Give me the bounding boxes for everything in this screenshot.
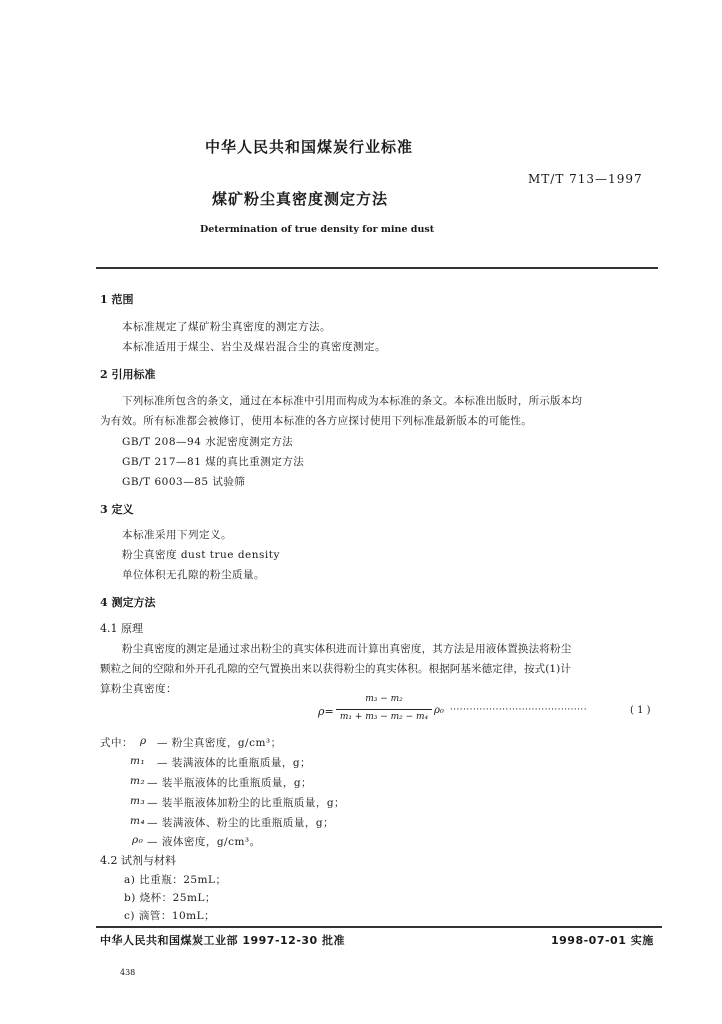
variable-description: — 装半瓶液体的比重瓶质量，g； xyxy=(147,777,313,789)
standard-code: MT/T 713—1997 xyxy=(528,172,643,186)
section-2-heading: 2 引用标准 xyxy=(100,368,156,381)
issuer-line: 中华人民共和国煤炭工业部 1997-12-30 批准 xyxy=(100,934,346,947)
material-item: b) 烧杯：25mL； xyxy=(124,892,216,904)
variable-symbol: m₁ xyxy=(130,755,146,767)
definition-term: 粉尘真密度 dust true density xyxy=(122,549,280,561)
section-1-para-1: 本标准规定了煤矿粉尘真密度的测定方法。 xyxy=(122,321,331,333)
fraction-bar xyxy=(336,709,432,710)
variable-description: — 装满液体、粉尘的比重瓶质量，g； xyxy=(147,817,335,829)
section-2-para-line-2: 为有效。所有标准都会被修订，使用本标准的各方应探讨使用下列标准最新版本的可能性。 xyxy=(100,415,532,427)
definition-text: 单位体积无孔隙的粉尘质量。 xyxy=(122,569,265,581)
reference-item: GB/T 208—94 水泥密度测定方法 xyxy=(122,436,294,448)
formula-leader: ·········································· xyxy=(450,705,587,715)
effective-date: 1998-07-01 实施 xyxy=(551,934,654,947)
variable-description: — 粉尘真密度，g/cm³； xyxy=(157,737,282,749)
section-1-heading: 1 范围 xyxy=(100,293,134,306)
material-item: c) 滴管：10mL； xyxy=(124,910,216,922)
document-title-en: Determination of true density for mine dust xyxy=(200,224,435,235)
material-item: a) 比重瓶：25mL； xyxy=(124,874,227,886)
where-label: 式中： xyxy=(100,737,133,749)
section-1-para-2: 本标准适用于煤尘、岩尘及煤岩混合尘的真密度测定。 xyxy=(122,341,386,353)
formula-suffix: ρ₀ xyxy=(434,705,444,716)
section-3-heading: 3 定义 xyxy=(100,503,134,516)
variable-description: — 装半瓶液体加粉尘的比重瓶质量，g； xyxy=(147,797,346,809)
document-title-cn: 煤矿粉尘真密度测定方法 xyxy=(212,190,389,208)
variable-symbol: m₂ xyxy=(130,775,146,787)
footer-rule xyxy=(96,926,662,928)
variable-symbol: ρ₀ xyxy=(132,834,144,846)
reference-item: GB/T 6003—85 试验筛 xyxy=(122,476,246,488)
variable-symbol: ρ xyxy=(140,735,147,747)
formula-number: ( 1 ) xyxy=(630,705,651,716)
principle-line-2: 颗粒之间的空隙和外开孔孔隙的空气置换出来以获得粉尘的真实体积。根据阿基米德定律，按式(1)计 xyxy=(100,663,571,675)
formula-denominator: m₁ + m₃ − m₂ − m₄ xyxy=(339,712,429,722)
reference-item: GB/T 217—81 煤的真比重测定方法 xyxy=(122,456,305,468)
variable-symbol: m₃ xyxy=(130,795,146,807)
principle-line-3: 算粉尘真密度： xyxy=(100,683,177,695)
principle-line-1: 粉尘真密度的测定是通过求出粉尘的真实体积进而计算出真密度，其方法是用液体置换法将粉尘 xyxy=(122,643,572,655)
formula-numerator: m₃ − m₂ xyxy=(365,694,403,704)
section-4-heading: 4 测定方法 xyxy=(100,596,156,609)
org-title: 中华人民共和国煤炭行业标准 xyxy=(205,138,414,156)
subsection-4-2-heading: 4.2 试剂与材料 xyxy=(100,854,176,867)
subsection-4-1-heading: 4.1 原理 xyxy=(100,622,143,635)
page-number: 438 xyxy=(120,968,136,977)
variable-description: — 液体密度，g/cm³。 xyxy=(147,836,261,848)
formula-lhs: ρ= xyxy=(318,705,334,718)
section-2-para-line-1: 下列标准所包含的条文，通过在本标准中引用而构成为本标准的条文。本标准出版时，所示版本均 xyxy=(122,395,583,407)
header-rule xyxy=(96,267,658,269)
variable-description: — 装满液体的比重瓶质量，g； xyxy=(157,757,312,769)
section-3-para: 本标准采用下列定义。 xyxy=(122,529,232,541)
variable-symbol: m₄ xyxy=(130,815,146,827)
